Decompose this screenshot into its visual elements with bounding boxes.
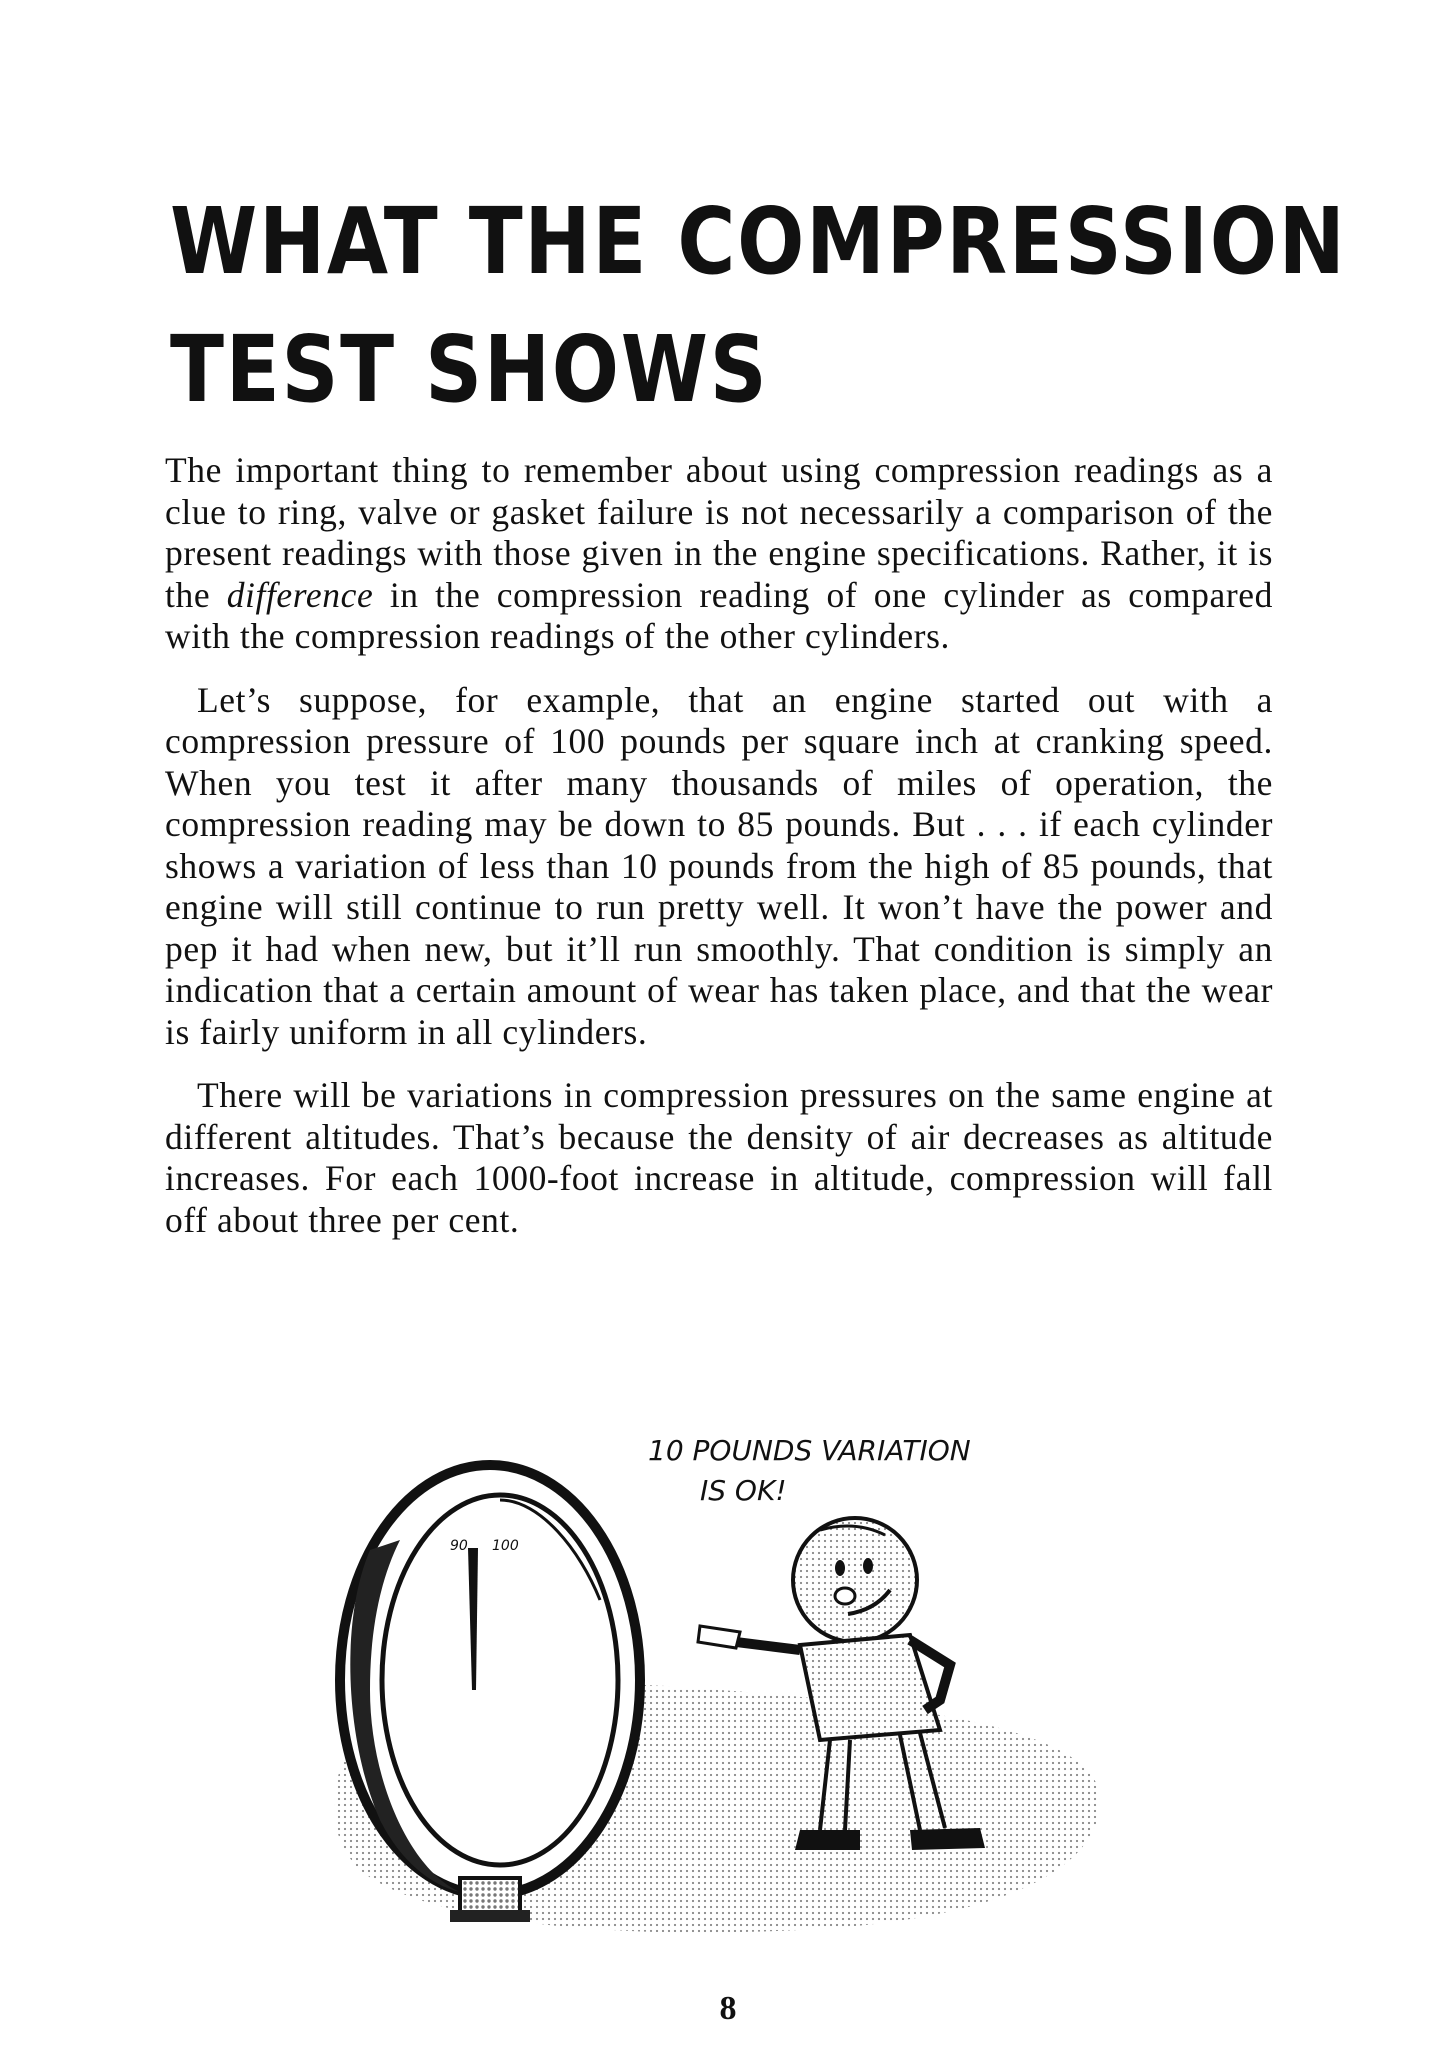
cartoon-illustration [300,1400,1180,1990]
paragraph-1-emphasis: difference [226,574,374,615]
paragraph-3: There will be variations in compression pressures on the same engine at different altitudes. That’s because the density of air decreases as altitude increases. For each 1000-foot increase in altitude, compression will fall off about three per cent. [165,1075,1273,1240]
body-text [165,450,1273,1263]
page-number: 8 [719,1990,737,2027]
speech-line-2: IS OK! [700,1474,787,1507]
title-line-1: WHAT THE COMPRESSION [170,188,1347,295]
speech-line-1: 10 POUNDS VARIATION [648,1434,971,1467]
illustration-svg [300,1400,1180,1990]
gauge-tick-100: 100 [492,1538,519,1554]
paragraph-1 [165,450,1273,658]
paragraph-1-text-a: The important thing to remember about using compression readings as a clue to ring, valve or gasket failure is not necessarily a comparison of the present readings with those given in the engine specifications. Rather, it is the [165,450,1273,615]
paragraph-1-text-b: in the compression reading of one cylinder as compared with the compression readings of the other cylinders. [165,574,1273,656]
gauge-tick-90: 90 [450,1538,468,1554]
page-title [170,178,1347,434]
title-line-2: TEST SHOWS [170,316,769,423]
paragraph-2: Let’s suppose, for example, that an engine started out with a compression pressure of 100 pounds per square inch at cranking speed. When you test it after many thousands of miles of operation, the compression reading may be down to 85 pounds. But . . . if each cylinder shows a variation of less than 10 pounds from the high of 85 pounds, that engine will still continue to run pretty well. It won’t have the power and pep it had when new, but it’ll run smoothly. That condition is simply an indication that a certain amount of wear has taken place, and that the wear is fairly uniform in all cylinders. [165,679,1273,1052]
